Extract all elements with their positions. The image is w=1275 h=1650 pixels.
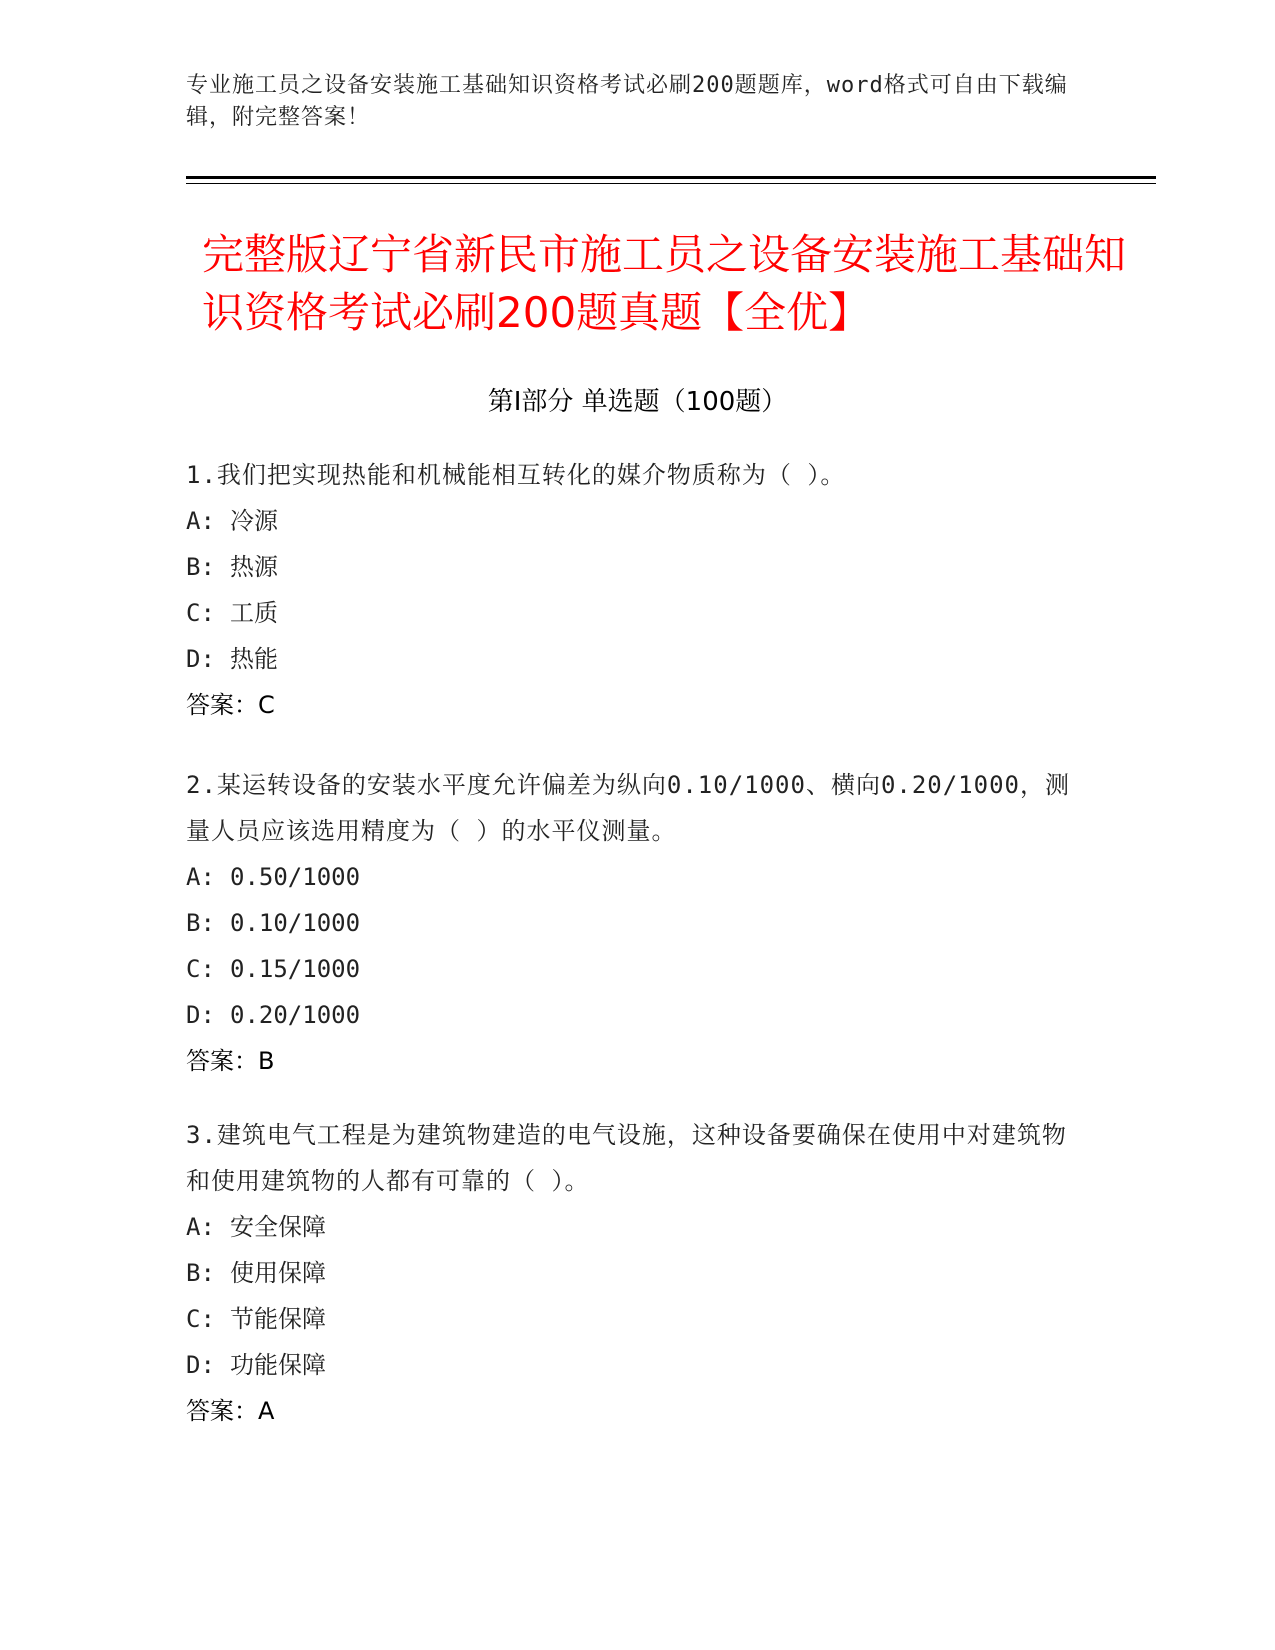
option-key: C:	[186, 1305, 215, 1333]
option-b	[186, 900, 1086, 946]
option-a	[186, 1204, 1086, 1250]
option-key: D:	[186, 1001, 215, 1029]
option-key: B:	[186, 553, 215, 581]
header-rule-thin	[186, 183, 1156, 184]
option-key: C:	[186, 955, 215, 983]
option-a	[186, 498, 1086, 544]
option-key: B:	[186, 1259, 215, 1287]
question-3	[186, 1112, 1086, 1434]
option-text: 0.50/1000	[230, 863, 361, 891]
option-c	[186, 590, 1086, 636]
option-text: 使用保障	[230, 1259, 326, 1287]
option-key: A:	[186, 863, 215, 891]
option-d	[186, 636, 1086, 682]
document-title: 完整版辽宁省新民市施工员之设备安装施工基础知识资格考试必刷200题真题【全优】	[202, 230, 1127, 337]
option-c	[186, 1296, 1086, 1342]
option-text: 冷源	[230, 507, 278, 535]
option-d	[186, 1342, 1086, 1388]
option-key: A:	[186, 507, 215, 535]
option-text: 功能保障	[230, 1351, 326, 1379]
option-a	[186, 854, 1086, 900]
option-text: 热能	[230, 645, 278, 673]
question-text: 3.建筑电气工程是为建筑物建造的电气设施，这种设备要确保在使用中对建筑物和使用建筑物的人都有可靠的（ ）。	[186, 1121, 1067, 1195]
answer: 答案：C	[186, 691, 275, 719]
question-2	[186, 762, 1086, 1084]
option-key: C:	[186, 599, 215, 627]
option-b	[186, 544, 1086, 590]
header-note: 专业施工员之设备安装施工基础知识资格考试必刷200题题库，word格式可自由下载编辑，附完整答案！	[186, 73, 1068, 130]
option-text: 0.20/1000	[230, 1001, 361, 1029]
header-rule-thick	[186, 176, 1156, 179]
option-text: 0.15/1000	[230, 955, 361, 983]
option-key: D:	[186, 645, 215, 673]
option-c	[186, 946, 1086, 992]
question-1	[186, 452, 1086, 728]
option-text: 工质	[230, 599, 278, 627]
option-text: 节能保障	[230, 1305, 326, 1333]
answer: 答案：B	[186, 1047, 275, 1075]
option-b	[186, 1250, 1086, 1296]
option-key: B:	[186, 909, 215, 937]
question-text: 1.我们把实现热能和机械能相互转化的媒介物质称为（ ）。	[186, 461, 846, 489]
section-heading: 第Ⅰ部分 单选题（100题）	[487, 387, 788, 417]
option-text: 安全保障	[230, 1213, 326, 1241]
option-text: 热源	[230, 553, 278, 581]
option-key: D:	[186, 1351, 215, 1379]
option-key: A:	[186, 1213, 215, 1241]
question-text: 2.某运转设备的安装水平度允许偏差为纵向0.10/1000、横向0.20/1000，测量人员应该选用精度为（ ）的水平仪测量。	[186, 771, 1070, 845]
option-d	[186, 992, 1086, 1038]
answer: 答案：A	[186, 1397, 275, 1425]
option-text: 0.10/1000	[230, 909, 361, 937]
